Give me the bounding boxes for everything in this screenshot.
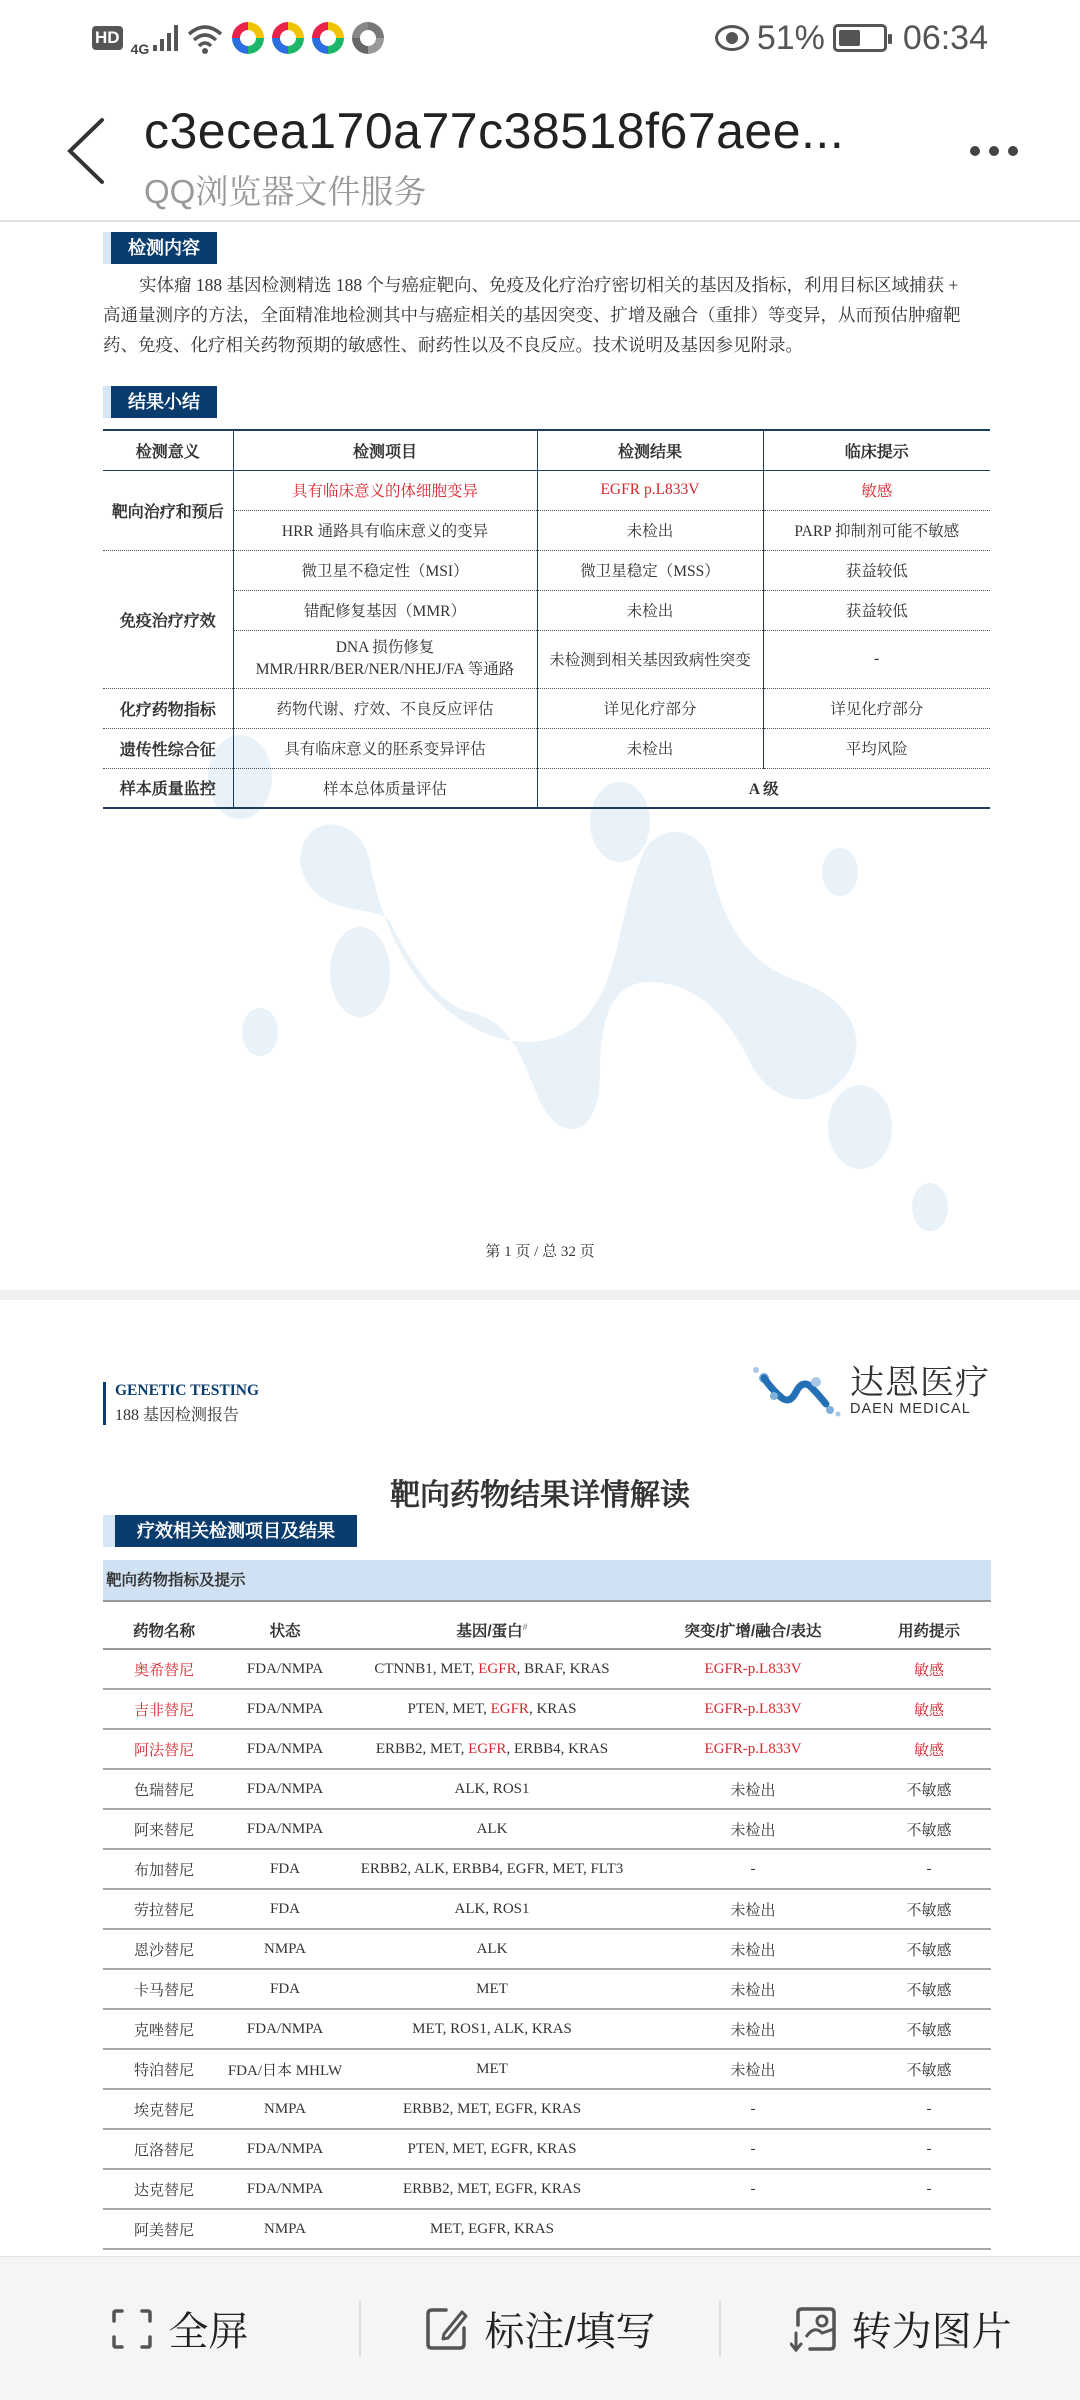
result-cell: 未检出: [537, 590, 763, 630]
title-bar: [0, 76, 1080, 222]
page-number: 第 1 页 / 总 32 页: [485, 1244, 595, 1260]
drug-hint-cell: -: [867, 2089, 991, 2129]
table-row: [103, 728, 990, 768]
drug-name-cell: 劳拉替尼: [103, 1889, 225, 1929]
approval-status-cell: FDA/日本 MHLW: [225, 2049, 345, 2089]
drug-name-cell: 布加替尼: [103, 1849, 225, 1889]
table-band-label: 靶向药物指标及提示: [103, 1560, 991, 1602]
result-cell: 详见化疗部分: [537, 688, 763, 728]
approval-status-cell: FDA: [225, 1849, 345, 1889]
status-bar: [0, 0, 1080, 76]
genes-cell: PTEN, MET, EGFR, KRAS: [345, 1689, 639, 1729]
approval-status-cell: FDA: [225, 1969, 345, 2009]
hint-cell: 平均风险: [763, 728, 990, 768]
genes-cell: MET, ROS1, ALK, KRAS: [345, 2009, 639, 2049]
table-row: [103, 1809, 991, 1849]
table-row: [103, 2129, 991, 2169]
table-row: [103, 1929, 991, 1969]
app-notification-icon: [272, 22, 304, 54]
mutation-cell: [639, 2209, 867, 2249]
category-cell: 免疫治疗疗效: [103, 550, 233, 688]
table-row: [103, 688, 990, 728]
document-title: c3ecea170a77c38518f67aee...: [144, 103, 845, 159]
battery-percent: 51%: [756, 18, 825, 57]
table-row: [103, 1689, 991, 1729]
drug-hint-cell: 不敏感: [867, 1929, 991, 1969]
drug-name-cell: 埃克替尼: [103, 2089, 225, 2129]
drug-hint-cell: 不敏感: [867, 2009, 991, 2049]
battery-icon: [833, 24, 887, 52]
table-row: [103, 1649, 991, 1689]
item-cell: 药物代谢、疗效、不良反应评估: [233, 688, 537, 728]
drug-hint-cell: 不敏感: [867, 1889, 991, 1929]
genes-cell: ALK, ROS1: [345, 1769, 639, 1809]
document-viewer[interactable]: [0, 222, 1080, 2252]
table-row: [103, 768, 990, 808]
mutation-cell: -: [639, 2089, 867, 2129]
mutation-cell: EGFR-p.L833V: [639, 1729, 867, 1769]
table-row: [103, 1889, 991, 1929]
app-notification-icon: [352, 22, 384, 54]
category-cell: 样本质量监控: [103, 768, 233, 808]
table-row: [103, 510, 990, 550]
approval-status-cell: FDA/NMPA: [225, 1729, 345, 1769]
mutation-cell: 未检出: [639, 1889, 867, 1929]
convert-image-icon: [790, 2305, 838, 2353]
category-cell: 化疗药物指标: [103, 688, 233, 728]
table-row: [103, 550, 990, 590]
genes-cell: MET, EGFR, KRAS: [345, 2209, 639, 2249]
drug-name-cell: 吉非替尼: [103, 1689, 225, 1729]
column-header: 药物名称: [103, 1612, 225, 1649]
pdf-page-2: [0, 1300, 1080, 2252]
drug-name-cell: 克唑替尼: [103, 2009, 225, 2049]
approval-status-cell: NMPA: [225, 2089, 345, 2129]
table-row: [103, 2009, 991, 2049]
app-notification-icon: [232, 22, 264, 54]
table-row: [103, 590, 990, 630]
hint-cell: -: [763, 630, 990, 688]
table-row: [103, 2169, 991, 2209]
hd-badge: HD: [92, 26, 123, 50]
genes-cell: ALK: [345, 1929, 639, 1969]
column-header: 检测意义: [103, 430, 233, 470]
result-cell: EGFR p.L833V: [537, 470, 763, 510]
hint-cell: PARP 抑制剂可能不敏感: [763, 510, 990, 550]
table-row: [103, 630, 990, 688]
drug-name-cell: 达克替尼: [103, 2169, 225, 2209]
approval-status-cell: FDA/NMPA: [225, 1769, 345, 1809]
mutation-cell: EGFR-p.L833V: [639, 1689, 867, 1729]
mutation-cell: 未检出: [639, 1969, 867, 2009]
eye-comfort-icon: [715, 25, 749, 51]
drug-name-cell: 阿法替尼: [103, 1729, 225, 1769]
network-type: 4G: [130, 41, 150, 57]
hint-cell: 详见化疗部分: [763, 688, 990, 728]
summary-table: [103, 429, 990, 809]
genes-cell: ERBB2, MET, EGFR, KRAS: [345, 2089, 639, 2129]
edit-note-icon: [424, 2306, 470, 2352]
drug-hint-cell: 不敏感: [867, 2049, 991, 2089]
table-row: [103, 2209, 991, 2249]
genes-cell: ALK: [345, 1809, 639, 1849]
drug-hint-cell: 不敏感: [867, 1809, 991, 1849]
bottom-toolbar: [0, 2256, 1080, 2400]
column-header: 检测结果: [537, 430, 763, 470]
item-cell: DNA 损伤修复 MMR/HRR/BER/NER/NHEJ/FA 等通路: [233, 630, 537, 688]
approval-status-cell: FDA/NMPA: [225, 1649, 345, 1689]
item-cell: 样本总体质量评估: [233, 768, 537, 808]
pdf-page-1: [0, 222, 1080, 1292]
approval-status-cell: FDA: [225, 1889, 345, 1929]
fullscreen-button[interactable]: 全屏: [0, 2257, 359, 2400]
targeted-drug-table: [103, 1612, 991, 2250]
item-cell: 错配修复基因（MMR）: [233, 590, 537, 630]
table-row: [103, 2089, 991, 2129]
document-subtitle: QQ浏览器文件服务: [144, 173, 427, 210]
approval-status-cell: FDA/NMPA: [225, 1809, 345, 1849]
app-notification-icon: [312, 22, 344, 54]
column-header: 状态: [225, 1612, 345, 1649]
section-label-result-summary: 结果小结: [103, 386, 217, 418]
section-label-detection-content: 检测内容: [103, 232, 217, 264]
approval-status-cell: NMPA: [225, 2209, 345, 2249]
drug-name-cell: 恩沙替尼: [103, 1929, 225, 1969]
more-options-icon[interactable]: [970, 146, 1018, 156]
drug-hint-cell: 敏感: [867, 1689, 991, 1729]
drug-hint-cell: -: [867, 1849, 991, 1889]
drug-hint-cell: [867, 2209, 991, 2249]
mutation-cell: EGFR-p.L833V: [639, 1649, 867, 1689]
company-logo: [750, 1364, 990, 1418]
mutation-cell: -: [639, 2129, 867, 2169]
approval-status-cell: FDA/NMPA: [225, 2129, 345, 2169]
item-cell: 具有临床意义的胚系变异评估: [233, 728, 537, 768]
hint-cell: 获益较低: [763, 590, 990, 630]
drug-hint-cell: -: [867, 2129, 991, 2169]
genes-cell: ERBB2, ALK, ERBB4, EGFR, MET, FLT3: [345, 1849, 639, 1889]
report-header: [103, 1382, 259, 1425]
column-header: 临床提示: [763, 430, 990, 470]
result-cell: 未检测到相关基因致病性突变: [537, 630, 763, 688]
genes-cell: ERBB2, MET, EGFR, KRAS: [345, 2169, 639, 2209]
hint-cell: 敏感: [763, 470, 990, 510]
approval-status-cell: NMPA: [225, 1929, 345, 1969]
daen-logo-icon: [750, 1364, 842, 1418]
drug-hint-cell: -: [867, 2169, 991, 2209]
genes-cell: ALK, ROS1: [345, 1889, 639, 1929]
report-header-cn: 188 基因检测报告: [115, 1407, 240, 1424]
result-cell: 微卫星稳定（MSS）: [537, 550, 763, 590]
page-title: 靶向药物结果详情解读: [390, 1479, 690, 1512]
mutation-cell: -: [639, 2169, 867, 2209]
result-cell: A 级: [537, 768, 990, 808]
drug-name-cell: 阿美替尼: [103, 2209, 225, 2249]
table-row: [103, 1849, 991, 1889]
approval-status-cell: FDA/NMPA: [225, 1689, 345, 1729]
item-cell: HRR 通路具有临床意义的变异: [233, 510, 537, 550]
table-row: [103, 1729, 991, 1769]
approval-status-cell: FDA/NMPA: [225, 2009, 345, 2049]
back-chevron-icon[interactable]: [62, 116, 112, 186]
table-row: [103, 470, 990, 510]
approval-status-cell: FDA/NMPA: [225, 2169, 345, 2209]
result-cell: 未检出: [537, 728, 763, 768]
logo-text-en: DAEN MEDICAL: [850, 1401, 971, 1417]
drug-name-cell: 厄洛替尼: [103, 2129, 225, 2169]
page-separator: [0, 1290, 1080, 1300]
clock: 06:34: [902, 18, 988, 57]
table-row: [103, 1969, 991, 2009]
category-cell: 靶向治疗和预后: [103, 470, 233, 550]
drug-hint-cell: 不敏感: [867, 1769, 991, 1809]
report-header-en: GENETIC TESTING: [115, 1382, 260, 1399]
column-header: 用药提示: [867, 1612, 991, 1649]
section-label-efficacy: 疗效相关检测项目及结果: [103, 1515, 357, 1547]
table-row: [103, 1769, 991, 1809]
mutation-cell: 未检出: [639, 2049, 867, 2089]
convert-to-image-button[interactable]: 转为图片: [721, 2257, 1080, 2400]
drug-name-cell: 奥希替尼: [103, 1649, 225, 1689]
hint-cell: 获益较低: [763, 550, 990, 590]
drug-hint-cell: 敏感: [867, 1649, 991, 1689]
drug-name-cell: 卡马替尼: [103, 1969, 225, 2009]
mutation-cell: 未检出: [639, 1769, 867, 1809]
table-row: [103, 2049, 991, 2089]
signal-icon: [153, 25, 178, 51]
intro-paragraph: 实体瘤 188 基因检测精选 188 个与癌症靶向、免疫及化疗治疗密切相关的基因及指标，利用目标区域捕获 + 高通量测序的方法，全面精准地检测其中与癌症相关的基因突变、扩增及融合（重排）等变异，从而预估肿瘤靶药、免疫、化疗相关药物预期的敏感性、耐药性以及不良反应。技术说明及基因参见附录。: [103, 275, 961, 355]
column-header: 突变/扩增/融合/表达: [639, 1612, 867, 1649]
mutation-cell: -: [639, 1849, 867, 1889]
result-cell: 未检出: [537, 510, 763, 550]
mutation-cell: 未检出: [639, 2009, 867, 2049]
genes-cell: PTEN, MET, EGFR, KRAS: [345, 2129, 639, 2169]
drug-hint-cell: 敏感: [867, 1729, 991, 1769]
drug-hint-cell: 不敏感: [867, 1969, 991, 2009]
drug-name-cell: 特泊替尼: [103, 2049, 225, 2089]
drug-name-cell: 阿来替尼: [103, 1809, 225, 1849]
logo-text-cn: 达恩医疗: [850, 1364, 990, 1402]
mutation-cell: 未检出: [639, 1929, 867, 1969]
genes-cell: CTNNB1, MET, EGFR, BRAF, KRAS: [345, 1649, 639, 1689]
drug-name-cell: 色瑞替尼: [103, 1769, 225, 1809]
category-cell: 遗传性综合征: [103, 728, 233, 768]
genes-cell: ERBB2, MET, EGFR, ERBB4, KRAS: [345, 1729, 639, 1769]
fullscreen-icon: [110, 2307, 154, 2351]
annotate-button[interactable]: 标注/填写: [361, 2257, 720, 2400]
item-cell: 微卫星不稳定性（MSI）: [233, 550, 537, 590]
genes-cell: MET: [345, 1969, 639, 2009]
column-header: 检测项目: [233, 430, 537, 470]
mutation-cell: 未检出: [639, 1809, 867, 1849]
wifi-icon: [186, 22, 224, 54]
genes-cell: MET: [345, 2049, 639, 2089]
item-cell: 具有临床意义的体细胞变异: [233, 470, 537, 510]
column-header: 基因/蛋白#: [345, 1612, 639, 1649]
